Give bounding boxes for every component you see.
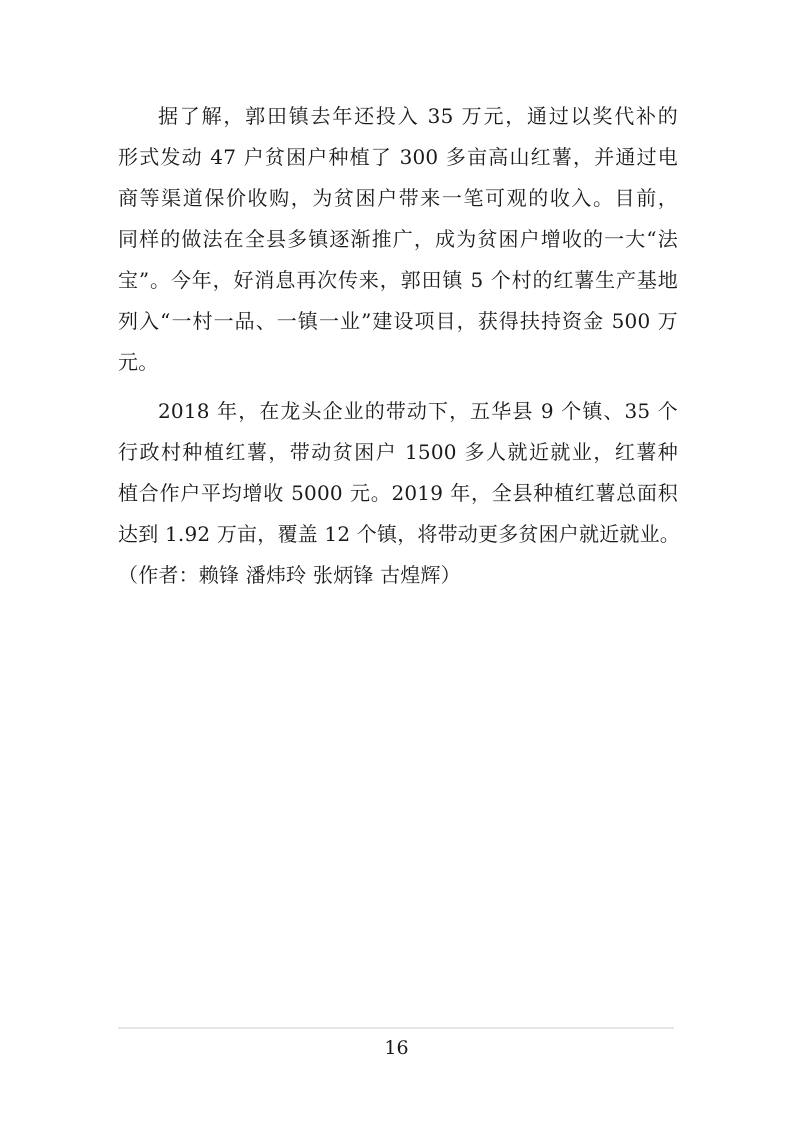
author-credit: （作者：赖锋 潘炜玲 张炳锋 古煌辉） <box>118 563 461 587</box>
paragraph-1-line-3: 商等渠道保价收购，为贫困户带来一笔可观的收入。目前， <box>118 186 678 210</box>
footer-divider <box>118 1027 674 1029</box>
paragraph-2-line-4: 达到 1.92 万亩，覆盖 12 个镇，将带动更多贫困户就近就业。 <box>118 522 681 546</box>
paragraph-1-line-1: 据了解，郭田镇去年还投入 35 万元，通过以奖代补的 <box>158 104 678 128</box>
paragraph-2-line-3: 植合作户平均增收 5000 元。2019 年，全县种植红薯总面积 <box>118 481 678 505</box>
paragraph-1-line-6: 列入“一村一品、一镇一业”建设项目，获得扶持资金 500 万 <box>118 309 678 333</box>
paragraph-1-line-5: 宝”。今年，好消息再次传来，郭田镇 5 个村的红薯生产基地 <box>118 268 678 292</box>
paragraph-1-line-4: 同样的做法在全县多镇逐渐推广，成为贫困户增收的一大“法 <box>118 227 678 251</box>
paragraph-2-line-1: 2018 年，在龙头企业的带动下，五华县 9 个镇、35 个 <box>158 399 678 423</box>
paragraph-2-line-2: 行政村种植红薯，带动贫困户 1500 多人就近就业，红薯种 <box>118 440 678 464</box>
page-number: 16 <box>384 1037 409 1059</box>
paragraph-1-line-7: 元。 <box>118 350 159 374</box>
paragraph-1-line-2: 形式发动 47 户贫困户种植了 300 多亩高山红薯，并通过电 <box>118 145 678 169</box>
